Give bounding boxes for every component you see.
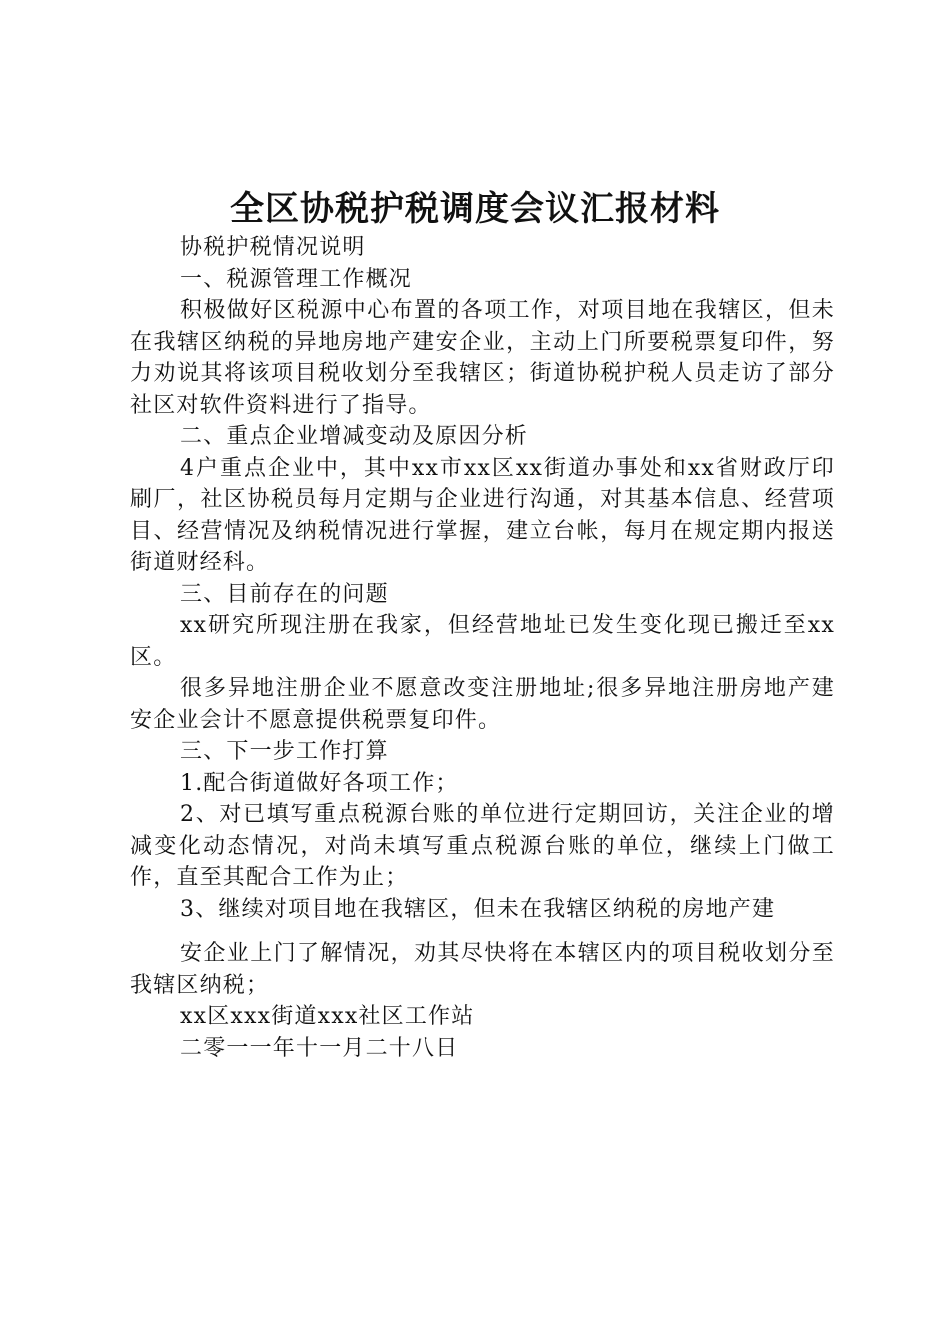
paragraph-tax-source-overview: 积极做好区税源中心布置的各项工作，对项目地在我辖区，但未在我辖区纳税的异地房地产建安企业，主动上门所要税票复印件，努力劝说其将该项目税收划分至我辖区；街道协税护税人员走访了部分社区对软件资料进行了指导。	[130, 298, 835, 418]
list-item-3-continuation: 安企业上门了解情况，劝其尽快将在本辖区内的项目税收划分至我辖区纳税；	[130, 941, 835, 998]
paragraph-subtitle: 协税护税情况说明	[180, 235, 366, 260]
paragraph-problem-2: 很多异地注册企业不愿意改变注册地址;很多异地注册房地产建安企业会计不愿意提供税票复印件。	[130, 676, 835, 733]
document-body-part-2	[130, 938, 835, 1064]
paragraph-key-enterprises: 4户重点企业中，其中xx市xx区xx街道办事处和xx省财政厅印刷厂，社区协税员每月定期与企业进行沟通，对其基本信息、经营项目、经营情况及纳税情况进行掌握，建立台帐，每月在规定期内报送街道财经科。	[130, 455, 835, 575]
heading-section-4: 三、下一步工作打算	[180, 739, 389, 764]
heading-section-3: 三、目前存在的问题	[180, 581, 389, 607]
paragraph-problem-1: xx研究所现注册在我家，但经营地址已发生变化现已搬迁至xx区。	[130, 613, 835, 670]
signature-date: 二零一一年十一月二十八日	[180, 1035, 459, 1061]
heading-section-2: 二、重点企业增减变动及原因分析	[180, 424, 529, 449]
heading-section-1: 一、税源管理工作概况	[180, 266, 413, 292]
list-item-2: 2、对已填写重点税源台账的单位进行定期回访，关注企业的增减变化动态情况，对尚未填写重点税源台账的单位，继续上门做工作，直至其配合工作为止；	[130, 802, 835, 890]
list-item-3: 3、继续对项目地在我辖区，但未在我辖区纳税的房地产建	[180, 896, 776, 922]
document-body-part-1	[130, 232, 835, 925]
document-title: 全区协税护税调度会议汇报材料	[230, 189, 720, 229]
list-item-1: 1.配合街道做好各项工作；	[180, 770, 459, 796]
signature-organization: xx区xxx街道xxx社区工作站	[180, 1004, 475, 1029]
